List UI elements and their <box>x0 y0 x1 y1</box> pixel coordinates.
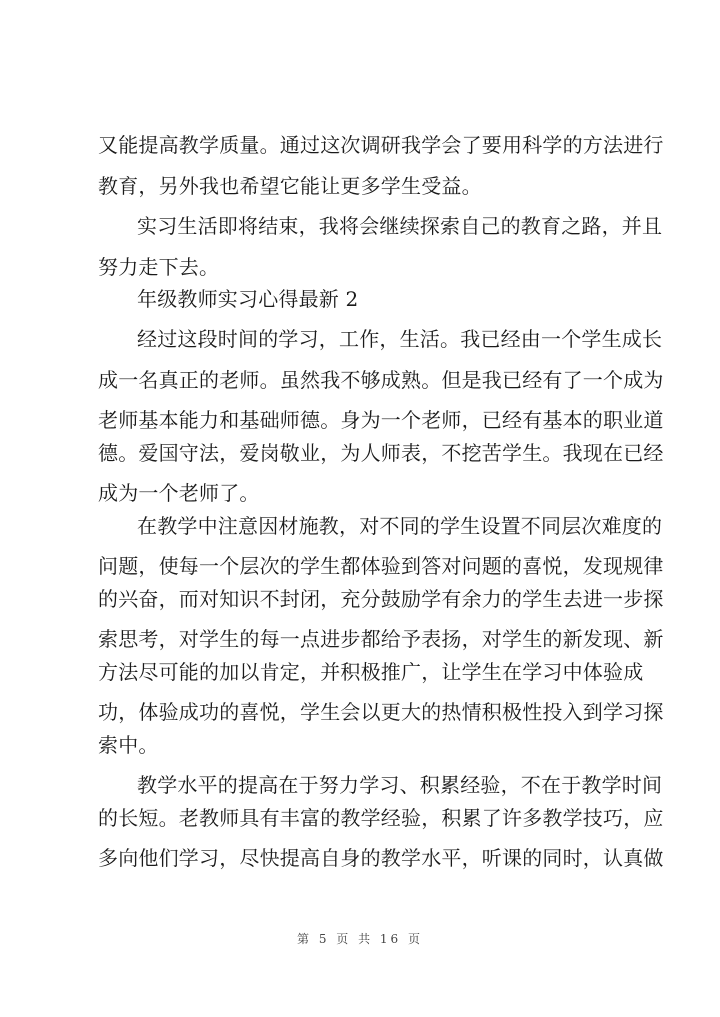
paragraph-line: 教育，另外我也希望它能让更多学生受益。 <box>98 174 482 198</box>
paragraph-line: 成一名真正的老师。虽然我不够成熟。但是我已经有了一个成为 <box>98 368 664 392</box>
paragraph-line: 又能提高教学质量。通过这次调研我学会了要用科学的方法进行 <box>98 133 664 157</box>
section-heading: 年级教师实习心得最新 2 <box>137 287 359 311</box>
paragraph-line: 实习生活即将结束，我将会继续探索自己的教育之路，并且 <box>137 214 663 238</box>
paragraph-line: 功，体验成功的喜悦，学生会以更大的热情积极性投入到学习探 <box>98 700 664 724</box>
paragraph-line: 在教学中注意因材施教，对不同的学生设置不同层次难度的 <box>137 514 663 538</box>
paragraph-line: 的兴奋，而对知识不封闭，充分鼓励学有余力的学生去进一步探 <box>98 587 664 611</box>
paragraph-line: 教学水平的提高在于努力学习、积累经验，不在于教学时间 <box>137 773 663 797</box>
paragraph-line: 索中。 <box>98 733 159 757</box>
paragraph-line: 德。爱国守法，爱岗敬业，为人师表，不挖苦学生。我现在已经 <box>98 441 664 465</box>
paragraph-line: 的长短。老教师具有丰富的教学经验，积累了许多教学技巧，应 <box>98 806 664 830</box>
page-number-footer: 第 5 页 共 16 页 <box>297 932 423 946</box>
paragraph-line: 成为一个老师了。 <box>98 481 260 505</box>
paragraph-line: 索思考，对学生的每一点进步都给予表扬，对学生的新发现、新 <box>98 627 664 651</box>
paragraph-line: 方法尽可能的加以肯定，并积极推广，让学生在学习中体验成 <box>98 660 644 684</box>
paragraph-line: 多向他们学习，尽快提高自身的教学水平，听课的同时，认真做 <box>98 846 664 870</box>
paragraph-line: 老师基本能力和基础师德。身为一个老师，已经有基本的职业道 <box>98 408 664 432</box>
paragraph-line: 经过这段时间的学习，工作，生活。我已经由一个学生成长 <box>137 327 663 351</box>
paragraph-line: 努力走下去。 <box>98 255 220 279</box>
paragraph-line: 问题，使每一个层次的学生都体验到答对问题的喜悦，发现规律 <box>98 554 664 578</box>
